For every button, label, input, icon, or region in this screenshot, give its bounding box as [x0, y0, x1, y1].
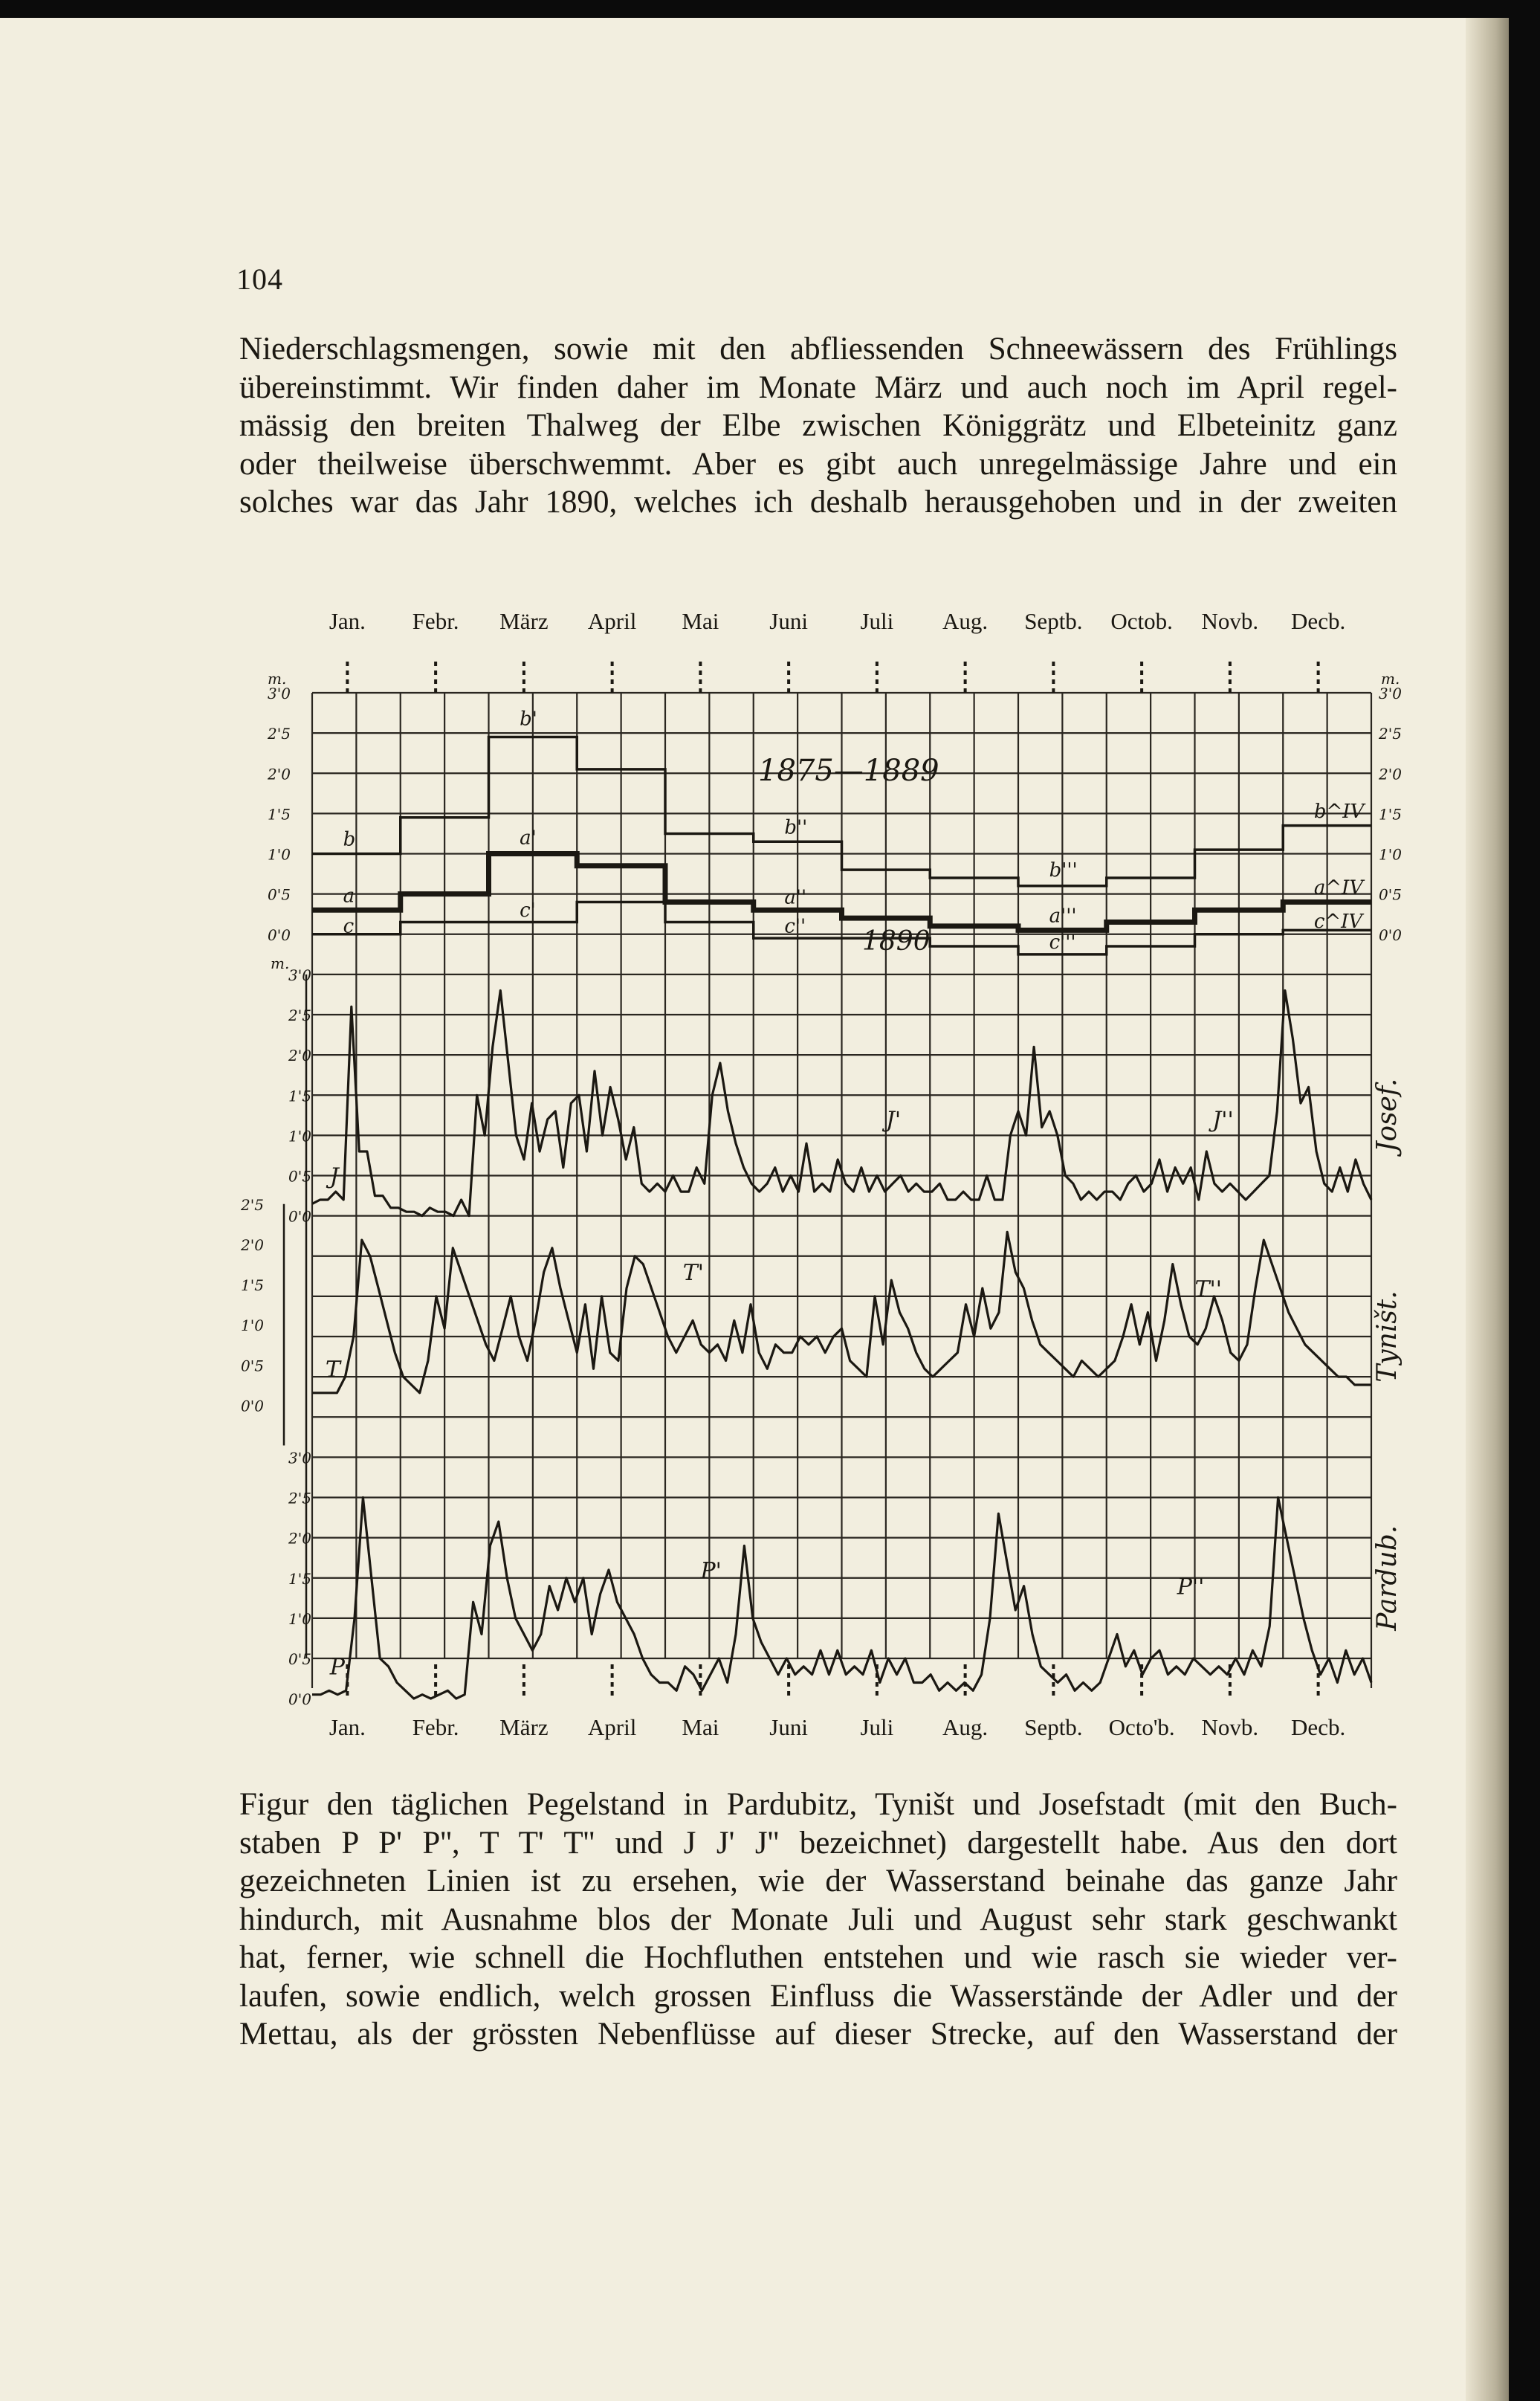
month-tick-dot — [611, 670, 614, 675]
month-tick-dot — [1229, 1673, 1232, 1678]
month-tick-dot — [1317, 670, 1320, 675]
month-label-bottom: Mai — [682, 1714, 719, 1740]
month-tick-dot — [787, 1682, 790, 1687]
series-b-label: b'' — [784, 816, 808, 839]
month-tick-dot — [876, 679, 879, 684]
pardub-scale-label: 2'5 — [288, 1489, 311, 1508]
month-tick-dot — [434, 1664, 437, 1669]
month-tick-dot — [699, 679, 702, 684]
month-tick-dot — [787, 679, 790, 684]
series-J-label: J' — [885, 1107, 902, 1134]
series-P-label: P'' — [1177, 1574, 1205, 1600]
upper-left-scale-label: 1'5 — [268, 805, 291, 824]
pardub-scale-label: 0'5 — [288, 1650, 311, 1668]
text-line: Niederschlagsmengen, sowie mit den abfliessenden Schneewässern des Frühlings — [239, 332, 1397, 366]
month-label-bottom: Jan. — [329, 1714, 366, 1740]
series-b-label: b''' — [1049, 859, 1078, 882]
upper-unit-left: m. — [268, 670, 287, 688]
month-tick-dot — [522, 670, 525, 675]
text-line: gezeichneten Linien ist zu ersehen, wie der Wasserstand beinahe das ganze Jahr — [239, 1864, 1397, 1898]
month-tick-dot — [346, 688, 349, 693]
tynist-scale-label: 1'5 — [241, 1276, 264, 1294]
month-label-top: Juni — [769, 608, 808, 634]
pardub-scale-label: 1'0 — [288, 1609, 311, 1628]
series-a-label: a''' — [1049, 905, 1077, 928]
josef-scale-label: 3'0 — [288, 966, 311, 984]
series-T-label: T'' — [1194, 1276, 1223, 1302]
month-label-bottom: März — [499, 1714, 549, 1740]
series-a-label: a — [343, 885, 355, 908]
series-P-label: P' — [700, 1557, 722, 1584]
pardub-scale-label: 3'0 — [288, 1449, 311, 1467]
text-line: laufen, sowie endlich, welch grossen Einfluss die Wasserstände der Adler und der — [239, 1978, 1397, 2014]
month-tick-dot — [1140, 1682, 1143, 1687]
month-tick-dot — [346, 662, 349, 666]
month-tick-dot — [1052, 1691, 1055, 1696]
month-tick-dot — [434, 1682, 437, 1687]
text-line: hindurch, mit Ausnahme blos der Monate Juli und August sehr stark geschwankt — [239, 1901, 1397, 1937]
month-tick-dot — [1317, 1682, 1320, 1687]
month-tick-dot — [787, 670, 790, 675]
month-tick-dot — [1140, 1691, 1143, 1696]
month-tick-dot — [1052, 688, 1055, 693]
tynist-scale-label: 2'5 — [241, 1195, 264, 1214]
month-tick-dot — [964, 688, 967, 693]
upper-panel-title: 1875—1889 — [758, 754, 939, 788]
month-label-top: Aug. — [942, 608, 989, 634]
month-tick-dot — [1229, 662, 1232, 666]
month-label-top: Mai — [682, 608, 719, 634]
series-T-label: T — [325, 1357, 340, 1383]
upper-left-scale-label: 0'0 — [268, 925, 291, 944]
month-tick-dot — [964, 679, 967, 684]
month-tick-dot — [964, 1691, 967, 1696]
month-label-top: April — [587, 608, 637, 634]
station-label: Pardub. — [1372, 1525, 1402, 1631]
series-c-label: c''' — [1049, 931, 1076, 954]
month-tick-dot — [611, 688, 614, 693]
month-tick-dot — [1317, 688, 1320, 693]
text-line: Figur den täglichen Pegelstand in Pardubitz, Tyništ und Josefstadt (mit den Buch- — [239, 1787, 1397, 1822]
series-a-label: a' — [520, 827, 537, 850]
upper-right-scale-label: 2'5 — [1379, 725, 1402, 743]
series-b-label: b' — [520, 708, 537, 731]
month-tick-dot — [1317, 662, 1320, 666]
water-level-figure — [223, 590, 1412, 1765]
month-label-bottom: Juni — [769, 1714, 808, 1740]
month-tick-dot — [434, 679, 437, 684]
month-tick-dot — [1229, 1691, 1232, 1696]
upper-unit-right: m. — [1381, 670, 1400, 688]
month-tick-dot — [699, 1664, 702, 1669]
series-c-label: c'' — [784, 915, 806, 938]
upper-right-scale-label: 1'5 — [1379, 805, 1402, 824]
series-c-label: c^IV — [1313, 911, 1363, 934]
josef-scale-label: 1'0 — [288, 1127, 311, 1145]
month-label-top: Juli — [860, 608, 894, 634]
month-tick-dot — [1229, 679, 1232, 684]
upper-left-scale-label: 3'0 — [268, 685, 291, 702]
text-line: übereinstimmt. Wir finden daher im Monate März und auch noch im April regel- — [239, 369, 1397, 405]
josef-scale-label: 2'0 — [288, 1047, 311, 1065]
month-tick-dot — [876, 662, 879, 666]
month-tick-dot — [699, 670, 702, 675]
month-tick-dot — [876, 688, 879, 693]
month-tick-dot — [1052, 662, 1055, 666]
month-tick-dot — [1229, 688, 1232, 693]
month-tick-dot — [1229, 670, 1232, 675]
month-tick-dot — [522, 679, 525, 684]
upper-left-scale-label: 2'0 — [268, 765, 291, 783]
month-label-top: Septb. — [1024, 608, 1083, 634]
month-label-bottom: Juli — [860, 1714, 894, 1740]
series-P-label: P — [329, 1654, 345, 1681]
month-tick-dot — [787, 662, 790, 666]
upper-left-scale-label: 2'5 — [268, 725, 291, 743]
bottom-paragraph — [239, 1786, 1397, 2054]
month-tick-dot — [699, 1691, 702, 1696]
station-label: Josef. — [1372, 1078, 1402, 1152]
month-tick-dot — [611, 1682, 614, 1687]
series-T-label: T' — [682, 1260, 705, 1287]
month-label-top: Octob. — [1110, 608, 1173, 634]
series-c-label: c — [343, 915, 355, 938]
month-tick-dot — [522, 1673, 525, 1678]
book-spine-shadow — [1466, 18, 1509, 2401]
month-tick-dot — [1317, 1691, 1320, 1696]
upper-right-scale-label: 0'0 — [1379, 925, 1402, 944]
month-tick-dot — [611, 1691, 614, 1696]
month-tick-dot — [876, 1691, 879, 1696]
upper-left-scale-label: 1'0 — [268, 845, 291, 864]
pardub-scale-label: 2'0 — [288, 1529, 311, 1548]
month-tick-dot — [1140, 679, 1143, 684]
month-tick-dot — [611, 1673, 614, 1678]
month-tick-dot — [787, 688, 790, 693]
month-label-bottom: Octo'b. — [1108, 1714, 1175, 1740]
month-tick-dot — [964, 1664, 967, 1669]
month-label-bottom: Decb. — [1291, 1714, 1346, 1740]
series-a-label: a^IV — [1313, 876, 1364, 899]
month-tick-dot — [611, 662, 614, 666]
month-tick-dot — [434, 688, 437, 693]
month-tick-dot — [964, 662, 967, 666]
page-number: 104 — [236, 262, 283, 296]
josef-scale-label: 0'5 — [288, 1167, 311, 1186]
series-J-label: J — [329, 1163, 339, 1190]
month-tick-dot — [964, 670, 967, 675]
lower-panel-title: 1890 — [862, 926, 931, 957]
month-label-top: März — [499, 608, 549, 634]
upper-right-scale-label: 0'5 — [1379, 885, 1402, 904]
month-label-bottom: Septb. — [1024, 1714, 1083, 1740]
month-tick-dot — [346, 679, 349, 684]
month-tick-dot — [434, 1673, 437, 1678]
month-label-bottom: Novb. — [1201, 1714, 1259, 1740]
month-label-top: Febr. — [412, 608, 459, 634]
pardub-scale-label: 1'5 — [288, 1569, 311, 1588]
month-tick-dot — [346, 670, 349, 675]
month-tick-dot — [611, 1664, 614, 1669]
month-tick-dot — [434, 662, 437, 666]
month-tick-dot — [434, 670, 437, 675]
upper-left-scale-label: 0'5 — [268, 885, 291, 904]
month-tick-dot — [522, 1691, 525, 1696]
tynist-scale-label: 0'0 — [241, 1397, 264, 1415]
month-label-top: Jan. — [329, 608, 366, 634]
month-label-top: Decb. — [1291, 608, 1346, 634]
josef-scale-label: 0'0 — [288, 1207, 311, 1226]
month-tick-dot — [522, 662, 525, 666]
month-tick-dot — [1052, 670, 1055, 675]
month-tick-dot — [787, 1691, 790, 1696]
series-c-label: c' — [520, 899, 536, 922]
series-J-label: J'' — [1212, 1107, 1234, 1134]
month-tick-dot — [1317, 679, 1320, 684]
pardub-scale-label: 0'0 — [288, 1690, 311, 1709]
chart-labels — [240, 608, 1402, 1740]
month-label-top: Novb. — [1201, 608, 1259, 634]
month-tick-dot — [1140, 662, 1143, 666]
month-tick-dot — [522, 688, 525, 693]
month-tick-dot — [699, 662, 702, 666]
month-tick-dot — [699, 688, 702, 693]
top-paragraph — [239, 330, 1397, 522]
month-tick-dot — [522, 1664, 525, 1669]
month-tick-dot — [1140, 688, 1143, 693]
lower-unit: m. — [271, 954, 290, 972]
upper-right-scale-label: 2'0 — [1379, 765, 1402, 783]
series-b-label: b — [343, 828, 356, 851]
tynist-scale-label: 2'0 — [241, 1235, 264, 1254]
text-line: mässig den breiten Thalweg der Elbe zwischen Königgrätz und Elbeteinitz ganz — [239, 408, 1397, 443]
month-tick-dot — [1052, 679, 1055, 684]
water-level-chart — [223, 590, 1412, 1765]
book-page — [0, 18, 1509, 2401]
tynist-scale-label: 1'0 — [241, 1316, 264, 1335]
text-line: oder theilweise überschwemmt. Aber es gibt auch unregelmässige Jahre und ein — [239, 446, 1397, 482]
month-tick-dot — [699, 1673, 702, 1678]
month-tick-dot — [876, 670, 879, 675]
month-tick-dot — [1052, 1682, 1055, 1687]
month-label-bottom: Febr. — [412, 1714, 459, 1740]
text-line: staben P P' P'', T T' T'' und J J' J'' bezeichnet) dargestellt habe. Aus den dort — [239, 1825, 1397, 1861]
upper-right-scale-label: 1'0 — [1379, 845, 1402, 864]
month-tick-dot — [964, 1673, 967, 1678]
josef-scale-label: 1'5 — [288, 1087, 311, 1105]
series-a-label: a'' — [784, 886, 807, 909]
series-b-label: b^IV — [1313, 800, 1365, 823]
month-tick-dot — [1229, 1682, 1232, 1687]
month-tick-dot — [346, 1691, 349, 1696]
tynist-scale-label: 0'5 — [241, 1357, 264, 1375]
month-tick-dot — [1052, 1664, 1055, 1669]
month-tick-dot — [1140, 670, 1143, 675]
text-line: Mettau, als der grössten Nebenflüsse auf dieser Strecke, auf den Wasserstand der — [239, 2017, 1397, 2052]
text-line: solches war das Jahr 1890, welches ich deshalb herausgehoben und in der zweiten — [239, 485, 1397, 520]
month-tick-dot — [611, 679, 614, 684]
month-tick-dot — [787, 1673, 790, 1678]
month-label-bottom: April — [587, 1714, 637, 1740]
month-tick-dot — [876, 1682, 879, 1687]
text-line: hat, ferner, wie schnell die Hochfluthen entstehen und wie rasch sie wieder ver- — [239, 1940, 1397, 1975]
month-tick-dot — [522, 1682, 525, 1687]
upper-right-scale-label: 3'0 — [1379, 685, 1402, 702]
month-label-bottom: Aug. — [942, 1714, 989, 1740]
station-label: Tyništ. — [1372, 1290, 1402, 1383]
josef-scale-label: 2'5 — [288, 1006, 311, 1024]
